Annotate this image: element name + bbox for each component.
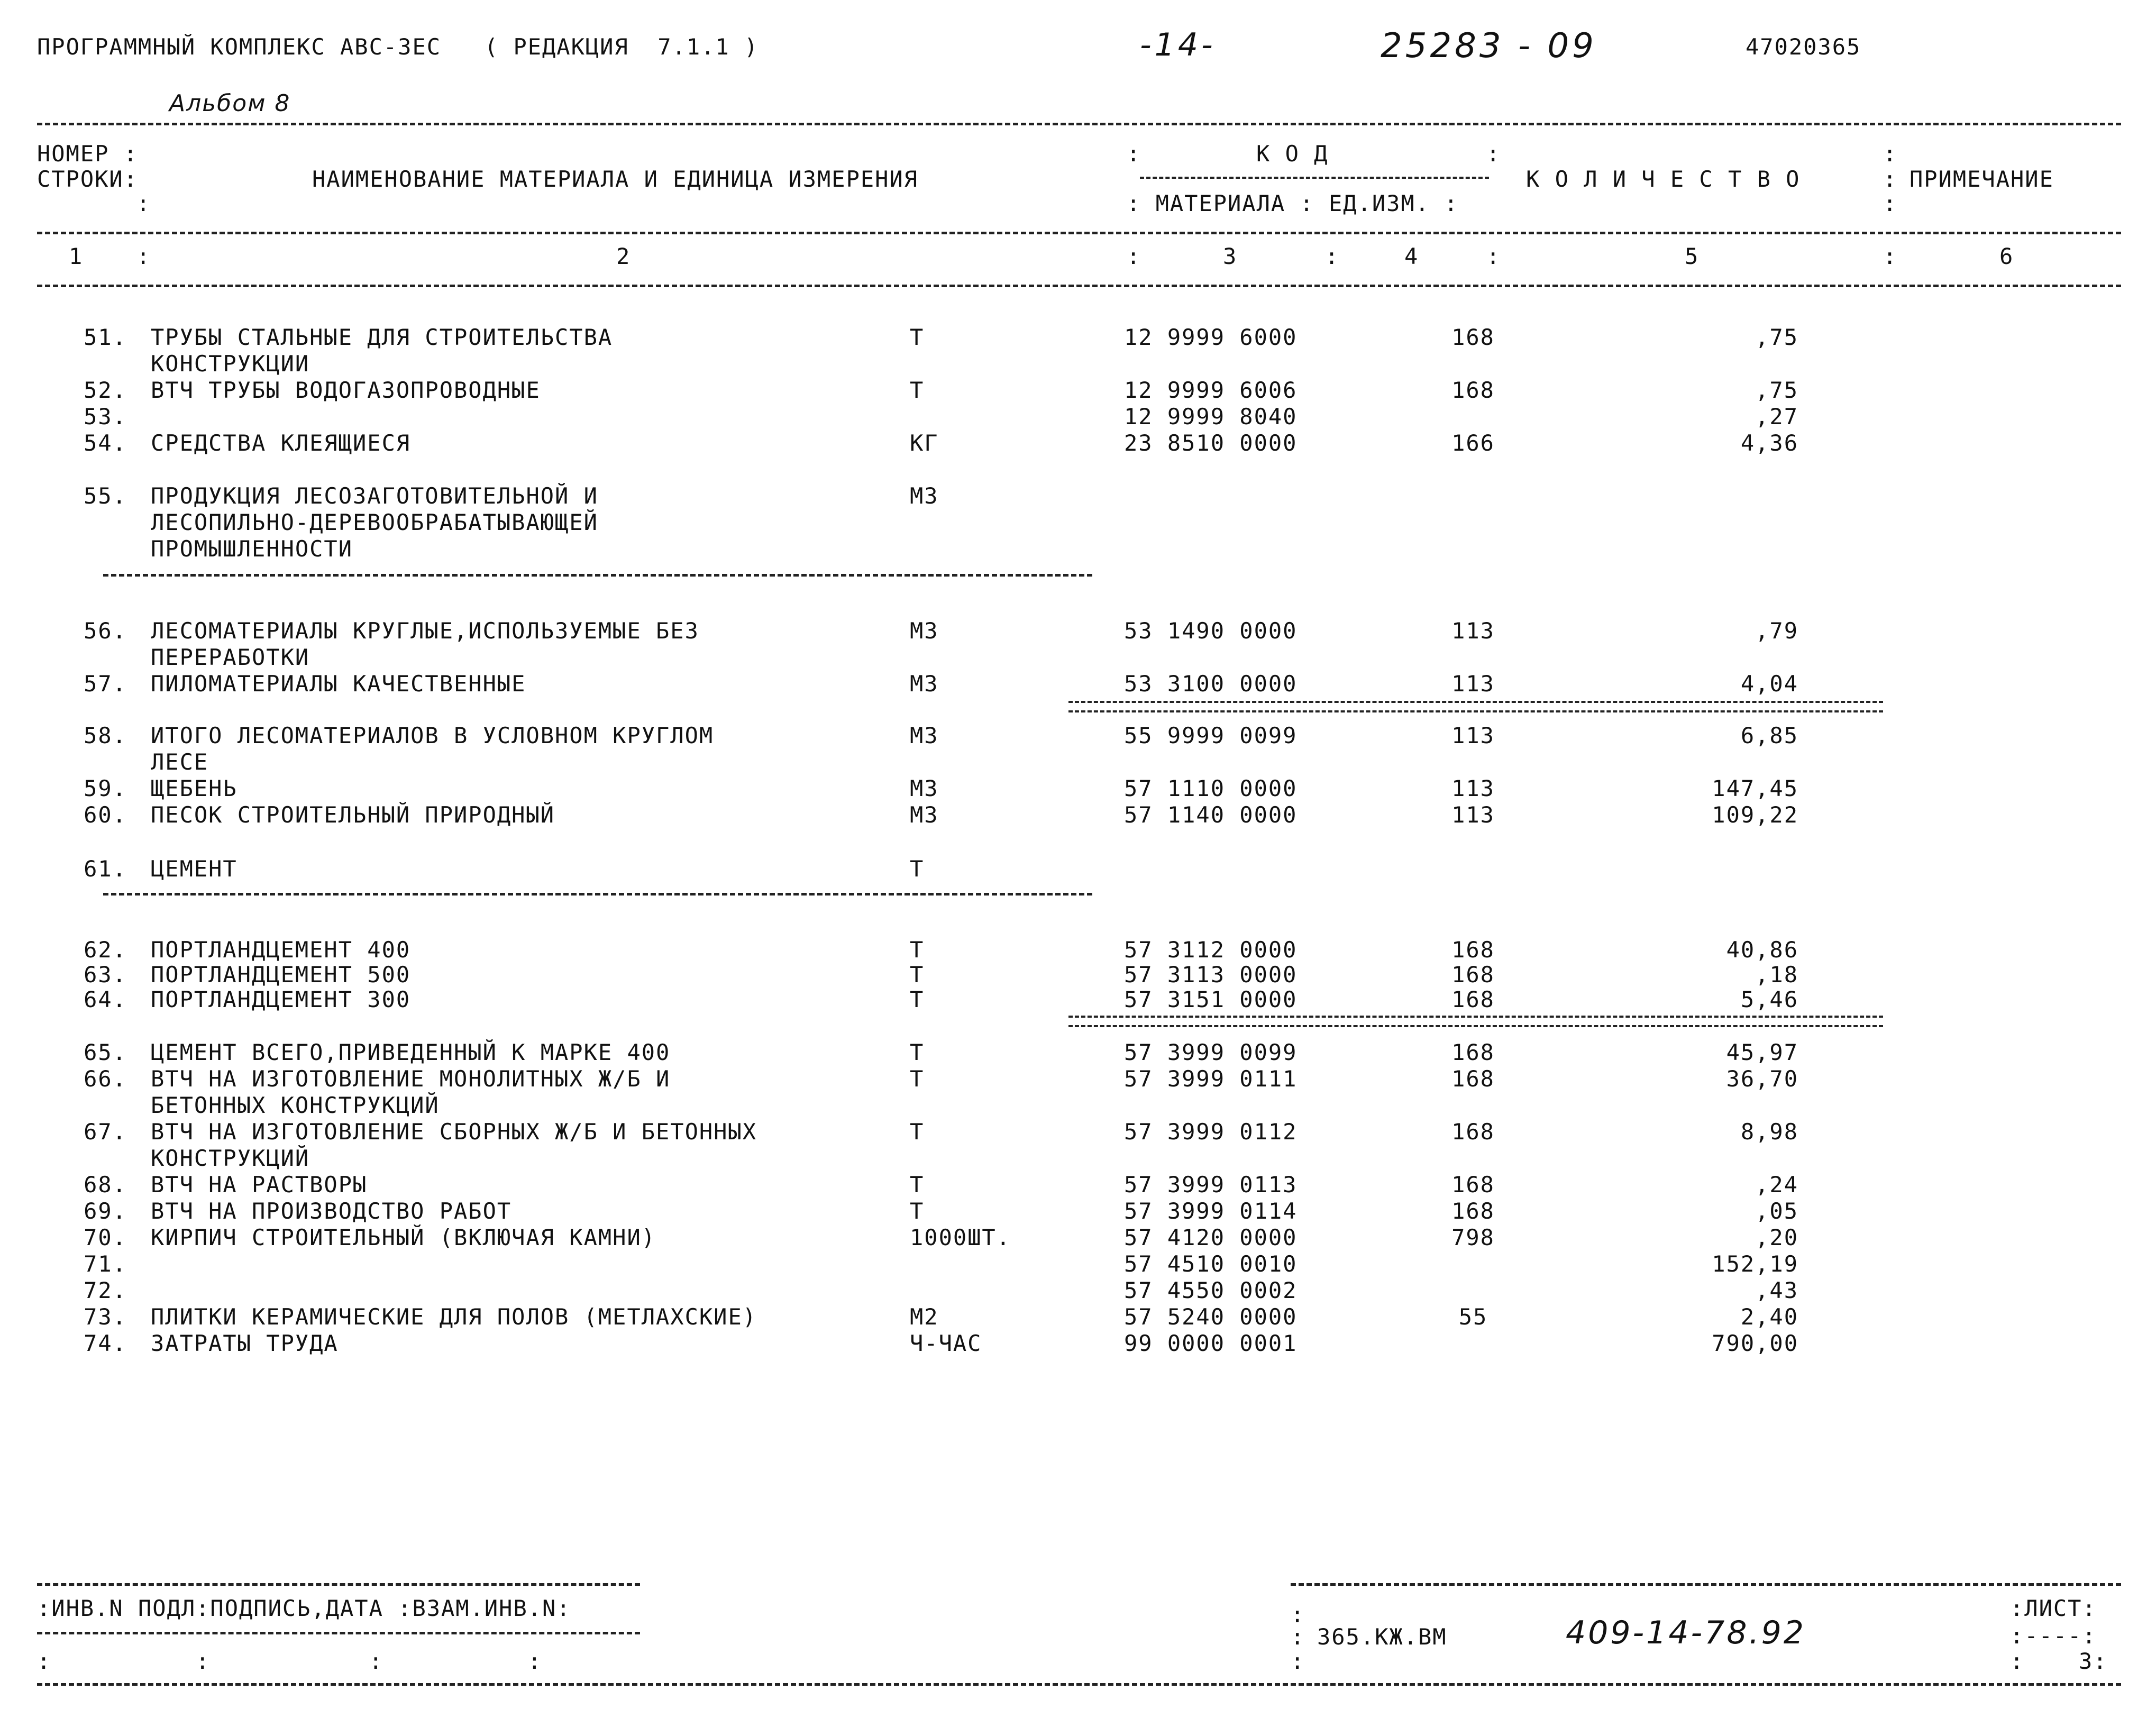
row-unit: Т: [910, 937, 925, 963]
table-row: [0, 378, 2156, 405]
table-row: [0, 672, 2156, 698]
code-group-header: К О Д: [1256, 141, 1329, 167]
row-name: ВТЧ НА ИЗГОТОВЛЕНИЕ МОНОЛИТНЫХ Ж/Б И: [151, 1066, 671, 1092]
row-name: ПЕСОК СТРОИТЕЛЬНЫЙ ПРИРОДНЫЙ: [151, 802, 555, 828]
row-unit: Т: [910, 1066, 925, 1092]
row-number: 52.: [84, 377, 127, 403]
table-row: [0, 1199, 2156, 1226]
table-row: [0, 645, 2156, 672]
row-unit: М3: [910, 775, 939, 801]
row-material-code: 12 9999 6000: [1124, 324, 1298, 350]
row-measure-code: 113: [1451, 723, 1495, 748]
row-material-code: 57 3113 0000: [1124, 962, 1298, 988]
row-name: ЩЕБЕНЬ: [151, 775, 237, 801]
table-row: [0, 510, 2156, 537]
row-material-code: 23 8510 0000: [1124, 430, 1298, 456]
row-measure-code: 798: [1451, 1224, 1495, 1250]
table-row: [0, 724, 2156, 750]
row-number: 63.: [84, 962, 127, 988]
col1-header-line3: :: [136, 190, 151, 216]
row-unit: Т: [910, 1039, 925, 1065]
group-divider: [103, 574, 1092, 577]
col1-header-line2: СТРОКИ:: [37, 166, 139, 192]
table-row: [0, 1093, 2156, 1120]
row-material-code: 57 4550 0002: [1124, 1277, 1298, 1303]
handwritten-drawing-code: 409-14-78.92: [1566, 1614, 1806, 1651]
row-material-code: 53 3100 0000: [1124, 671, 1298, 697]
row-name: ПЕРЕРАБОТКИ: [151, 644, 310, 670]
row-material-code: 57 3999 0111: [1124, 1066, 1298, 1092]
table-row: [0, 750, 2156, 776]
sheet-number: 3:: [2079, 1648, 2108, 1674]
note-header: ПРИМЕЧАНИЕ: [1910, 166, 2054, 192]
row-name: ПРОДУКЦИЯ ЛЕСОЗАГОТОВИТЕЛЬНОЙ И: [151, 483, 598, 509]
stamp-top-rule: [37, 1583, 640, 1586]
col1-header-line1: НОМЕР :: [37, 141, 139, 167]
table-row: [0, 776, 2156, 803]
row-measure-code: 168: [1451, 1066, 1495, 1092]
row-measure-code: 113: [1451, 618, 1495, 644]
row-quantity: 152,19: [1712, 1251, 1798, 1277]
row-unit: М3: [910, 671, 939, 697]
row-number: 54.: [84, 430, 127, 456]
row-unit: М3: [910, 802, 939, 828]
row-name: ЦЕМЕНТ: [151, 856, 237, 882]
sheet-sep-left: :: [2010, 1648, 2025, 1674]
row-quantity: 8,98: [1740, 1119, 1798, 1145]
row-unit: М3: [910, 723, 939, 748]
row-number: 62.: [84, 937, 127, 963]
row-name: ПИЛОМАТЕРИАЛЫ КАЧЕСТВЕННЫЕ: [151, 671, 526, 697]
row-number: 69.: [84, 1198, 127, 1224]
table-row: [0, 857, 2156, 883]
row-number: 53.: [84, 404, 127, 429]
row-quantity: 40,86: [1726, 937, 1798, 963]
row-name: ИТОГО ЛЕСОМАТЕРИАЛОВ В УСЛОВНОМ КРУГЛОМ: [151, 723, 714, 748]
row-material-code: 57 5240 0000: [1124, 1304, 1298, 1330]
row-measure-code: 168: [1451, 986, 1495, 1012]
row-name: ПРОМЫШЛЕННОСТИ: [151, 536, 353, 562]
row-material-code: 12 9999 6006: [1124, 377, 1298, 403]
row-unit: М3: [910, 618, 939, 644]
row-name: КИРПИЧ СТРОИТЕЛЬНЫЙ (ВКЛЮЧАЯ КАМНИ): [151, 1224, 656, 1250]
row-name: КОНСТРУКЦИЙ: [151, 1145, 310, 1171]
row-measure-code: 168: [1451, 962, 1495, 988]
row-number: 55.: [84, 483, 127, 509]
row-material-code: 57 3151 0000: [1124, 986, 1298, 1012]
table-row: [0, 1226, 2156, 1252]
row-unit: Т: [910, 377, 925, 403]
colnum-2: 2: [616, 243, 631, 269]
header-rule: [37, 232, 2121, 234]
colnum-sep: :: [1325, 243, 1340, 269]
table-row: [0, 1067, 2156, 1093]
row-number: 65.: [84, 1039, 127, 1065]
row-unit: Т: [910, 986, 925, 1012]
column-number-rule: [37, 285, 2121, 287]
table-row: [0, 988, 2156, 1014]
row-quantity: ,05: [1755, 1198, 1798, 1224]
colnum-4: 4: [1404, 243, 1419, 269]
row-number: 59.: [84, 775, 127, 801]
colnum-1: 1: [69, 243, 84, 269]
row-quantity: 147,45: [1712, 775, 1798, 801]
sheet-label: :ЛИСТ:: [2010, 1595, 2097, 1621]
table-row: [0, 325, 2156, 352]
row-name: ЦЕМЕНТ ВСЕГО,ПРИВЕДЕННЫЙ К МАРКЕ 400: [151, 1039, 671, 1065]
table-row: [0, 405, 2156, 431]
row-number: 64.: [84, 986, 127, 1012]
row-quantity: ,43: [1755, 1277, 1798, 1303]
row-name: БЕТОННЫХ КОНСТРУКЦИЙ: [151, 1092, 440, 1118]
row-name: ПОРТЛАНДЦЕМЕНТ 400: [151, 937, 411, 963]
row-number: 67.: [84, 1119, 127, 1145]
table-top-rule: [37, 123, 2121, 125]
colnum-5: 5: [1685, 243, 1700, 269]
row-material-code: 57 3999 0113: [1124, 1172, 1298, 1198]
row-unit: М3: [910, 483, 939, 509]
row-measure-code: 168: [1451, 324, 1495, 350]
row-number: 56.: [84, 618, 127, 644]
row-name: ЗАТРАТЫ ТРУДА: [151, 1330, 339, 1356]
table-row: [0, 938, 2156, 964]
table-row: [0, 1305, 2156, 1331]
row-measure-code: 168: [1451, 1198, 1495, 1224]
subtotal-double-rule: [1068, 1016, 1883, 1027]
row-number: 51.: [84, 324, 127, 350]
row-material-code: 57 3999 0099: [1124, 1039, 1298, 1065]
row-unit: Т: [910, 324, 925, 350]
row-name: ВТЧ НА ИЗГОТОВЛЕНИЕ СБОРНЫХ Ж/Б И БЕТОННЫХ: [151, 1119, 757, 1145]
row-material-code: 12 9999 8040: [1124, 404, 1298, 429]
stamp-fields: : : : :: [37, 1648, 543, 1674]
row-measure-code: 113: [1451, 671, 1495, 697]
row-material-code: 99 0000 0001: [1124, 1330, 1298, 1356]
row-number: 61.: [84, 856, 127, 882]
row-measure-code: 168: [1451, 377, 1495, 403]
row-unit: Т: [910, 856, 925, 882]
row-unit: 1000ШТ.: [910, 1224, 1011, 1250]
table-row: [0, 963, 2156, 989]
table-row: [0, 619, 2156, 645]
table-row: [0, 1040, 2156, 1067]
row-number: 57.: [84, 671, 127, 697]
row-unit: Ч-ЧАС: [910, 1330, 982, 1356]
row-material-code: 57 1110 0000: [1124, 775, 1298, 801]
row-name: СРЕДСТВА КЛЕЯЩИЕСЯ: [151, 430, 411, 456]
row-name: ЛЕСОМАТЕРИАЛЫ КРУГЛЫЕ,ИСПОЛЬЗУЕМЫЕ БЕЗ: [151, 618, 699, 644]
row-quantity: 6,85: [1740, 723, 1798, 748]
handwritten-doc-code: 25283 - 09: [1381, 26, 1597, 66]
row-measure-code: 168: [1451, 1172, 1495, 1198]
code-group-rule: [1140, 177, 1489, 179]
stamp-header: :ИНВ.N ПОДЛ:ПОДПИСЬ,ДАТА :ВЗАМ.ИНВ.N:: [37, 1595, 571, 1621]
row-quantity: ,75: [1755, 324, 1798, 350]
row-number: 66.: [84, 1066, 127, 1092]
row-name: ТРУБЫ СТАЛЬНЫЕ ДЛЯ СТРОИТЕЛЬСТВА: [151, 324, 613, 350]
note-sep-top: :: [1883, 141, 1898, 167]
row-number: 71.: [84, 1251, 127, 1277]
row-material-code: 57 1140 0000: [1124, 802, 1298, 828]
note-sep-bottom: :: [1883, 190, 1898, 216]
table-row: [0, 1331, 2156, 1358]
row-material-code: 55 9999 0099: [1124, 723, 1298, 748]
row-unit: Т: [910, 1172, 925, 1198]
colnum-sep: :: [1486, 243, 1501, 269]
table-row: [0, 484, 2156, 510]
table-row: [0, 431, 2156, 458]
album-label: Альбом 8: [169, 90, 291, 117]
table-row: [0, 1146, 2156, 1173]
row-name: ПЛИТКИ КЕРАМИЧЕСКИЕ ДЛЯ ПОЛОВ (МЕТЛАХСКИЕ): [151, 1304, 757, 1330]
row-material-code: 57 4510 0010: [1124, 1251, 1298, 1277]
row-name: ВТЧ ТРУБЫ ВОДОГАЗОПРОВОДНЫЕ: [151, 377, 541, 403]
doc-number: 47020365: [1746, 34, 1861, 60]
row-unit: Т: [910, 1198, 925, 1224]
row-number: 68.: [84, 1172, 127, 1198]
row-measure-code: 113: [1451, 775, 1495, 801]
row-quantity: 790,00: [1712, 1330, 1798, 1356]
row-number: 74.: [84, 1330, 127, 1356]
row-quantity: 4,36: [1740, 430, 1798, 456]
row-quantity: ,20: [1755, 1224, 1798, 1250]
note-header-sep: :: [1883, 166, 1898, 192]
row-measure-code: 55: [1458, 1304, 1488, 1330]
colnum-6: 6: [1999, 243, 2014, 269]
row-quantity: 2,40: [1740, 1304, 1798, 1330]
table-row: [0, 352, 2156, 378]
row-number: 72.: [84, 1277, 127, 1303]
quantity-header: К О Л И Ч Е С Т В О: [1526, 166, 1801, 192]
row-unit: М2: [910, 1304, 939, 1330]
row-quantity: ,18: [1755, 962, 1798, 988]
row-name: ЛЕСОПИЛЬНО-ДЕРЕВООБРАБАТЫВАЮЩЕЙ: [151, 509, 598, 535]
row-quantity: 36,70: [1726, 1066, 1798, 1092]
row-measure-code: 166: [1451, 430, 1495, 456]
row-material-code: 53 1490 0000: [1124, 618, 1298, 644]
code-sub-header: : МАТЕРИАЛА : ЕД.ИЗМ. :: [1127, 190, 1459, 216]
row-name: ЛЕСЕ: [151, 749, 209, 775]
sheet-separator: :----:: [2010, 1623, 2097, 1649]
table-row: [0, 1173, 2156, 1199]
code-sep-left: :: [1127, 141, 1141, 167]
row-quantity: ,24: [1755, 1172, 1798, 1198]
titleblock-sep: :: [1291, 1624, 1305, 1650]
table-row: [0, 1252, 2156, 1278]
row-unit: Т: [910, 962, 925, 988]
titleblock-top-rule: [1291, 1583, 2121, 1586]
table-row: [0, 537, 2156, 563]
group-divider: [103, 893, 1092, 895]
row-quantity: 109,22: [1712, 802, 1798, 828]
row-quantity: 5,46: [1740, 986, 1798, 1012]
doc-reference: 365.КЖ.ВМ: [1317, 1624, 1447, 1650]
row-quantity: ,27: [1755, 404, 1798, 429]
row-number: 60.: [84, 802, 127, 828]
row-name: ВТЧ НА РАСТВОРЫ: [151, 1172, 368, 1198]
table-row: [0, 1120, 2156, 1146]
row-name: КОНСТРУКЦИИ: [151, 351, 310, 377]
titleblock-sep: :: [1291, 1602, 1305, 1628]
colnum-sep: :: [1127, 243, 1141, 269]
colnum-sep: :: [1883, 243, 1898, 269]
row-name: ВТЧ НА ПРОИЗВОДСТВО РАБОТ: [151, 1198, 512, 1224]
row-unit: КГ: [910, 430, 939, 456]
row-quantity: ,79: [1755, 618, 1798, 644]
row-quantity: 4,04: [1740, 671, 1798, 697]
row-quantity: 45,97: [1726, 1039, 1798, 1065]
col2-header: НАИМЕНОВАНИЕ МАТЕРИАЛА И ЕДИНИЦА ИЗМЕРЕНИЯ: [312, 166, 919, 192]
row-measure-code: 168: [1451, 937, 1495, 963]
page-bottom-rule: [37, 1683, 2121, 1686]
row-number: 70.: [84, 1224, 127, 1250]
subtotal-double-rule: [1068, 701, 1883, 712]
row-measure-code: 168: [1451, 1119, 1495, 1145]
table-row: [0, 1278, 2156, 1305]
page-number: -14-: [1140, 26, 1216, 63]
colnum-sep: :: [136, 243, 151, 269]
stamp-mid-rule: [37, 1632, 640, 1634]
table-row: [0, 803, 2156, 829]
row-measure-code: 168: [1451, 1039, 1495, 1065]
code-sep-right: :: [1486, 141, 1501, 167]
program-title: ПРОГРАММНЫЙ КОМПЛЕКС АВС-3ЕС ( РЕДАКЦИЯ 7.1.1 ): [37, 34, 759, 60]
row-material-code: 57 3999 0114: [1124, 1198, 1298, 1224]
row-number: 73.: [84, 1304, 127, 1330]
titleblock-sep: :: [1291, 1648, 1305, 1674]
row-measure-code: 113: [1451, 802, 1495, 828]
row-quantity: ,75: [1755, 377, 1798, 403]
row-name: ПОРТЛАНДЦЕМЕНТ 500: [151, 962, 411, 988]
colnum-3: 3: [1223, 243, 1238, 269]
row-name: ПОРТЛАНДЦЕМЕНТ 300: [151, 986, 411, 1012]
row-number: 58.: [84, 723, 127, 748]
row-material-code: 57 4120 0000: [1124, 1224, 1298, 1250]
row-unit: Т: [910, 1119, 925, 1145]
row-material-code: 57 3112 0000: [1124, 937, 1298, 963]
row-material-code: 57 3999 0112: [1124, 1119, 1298, 1145]
